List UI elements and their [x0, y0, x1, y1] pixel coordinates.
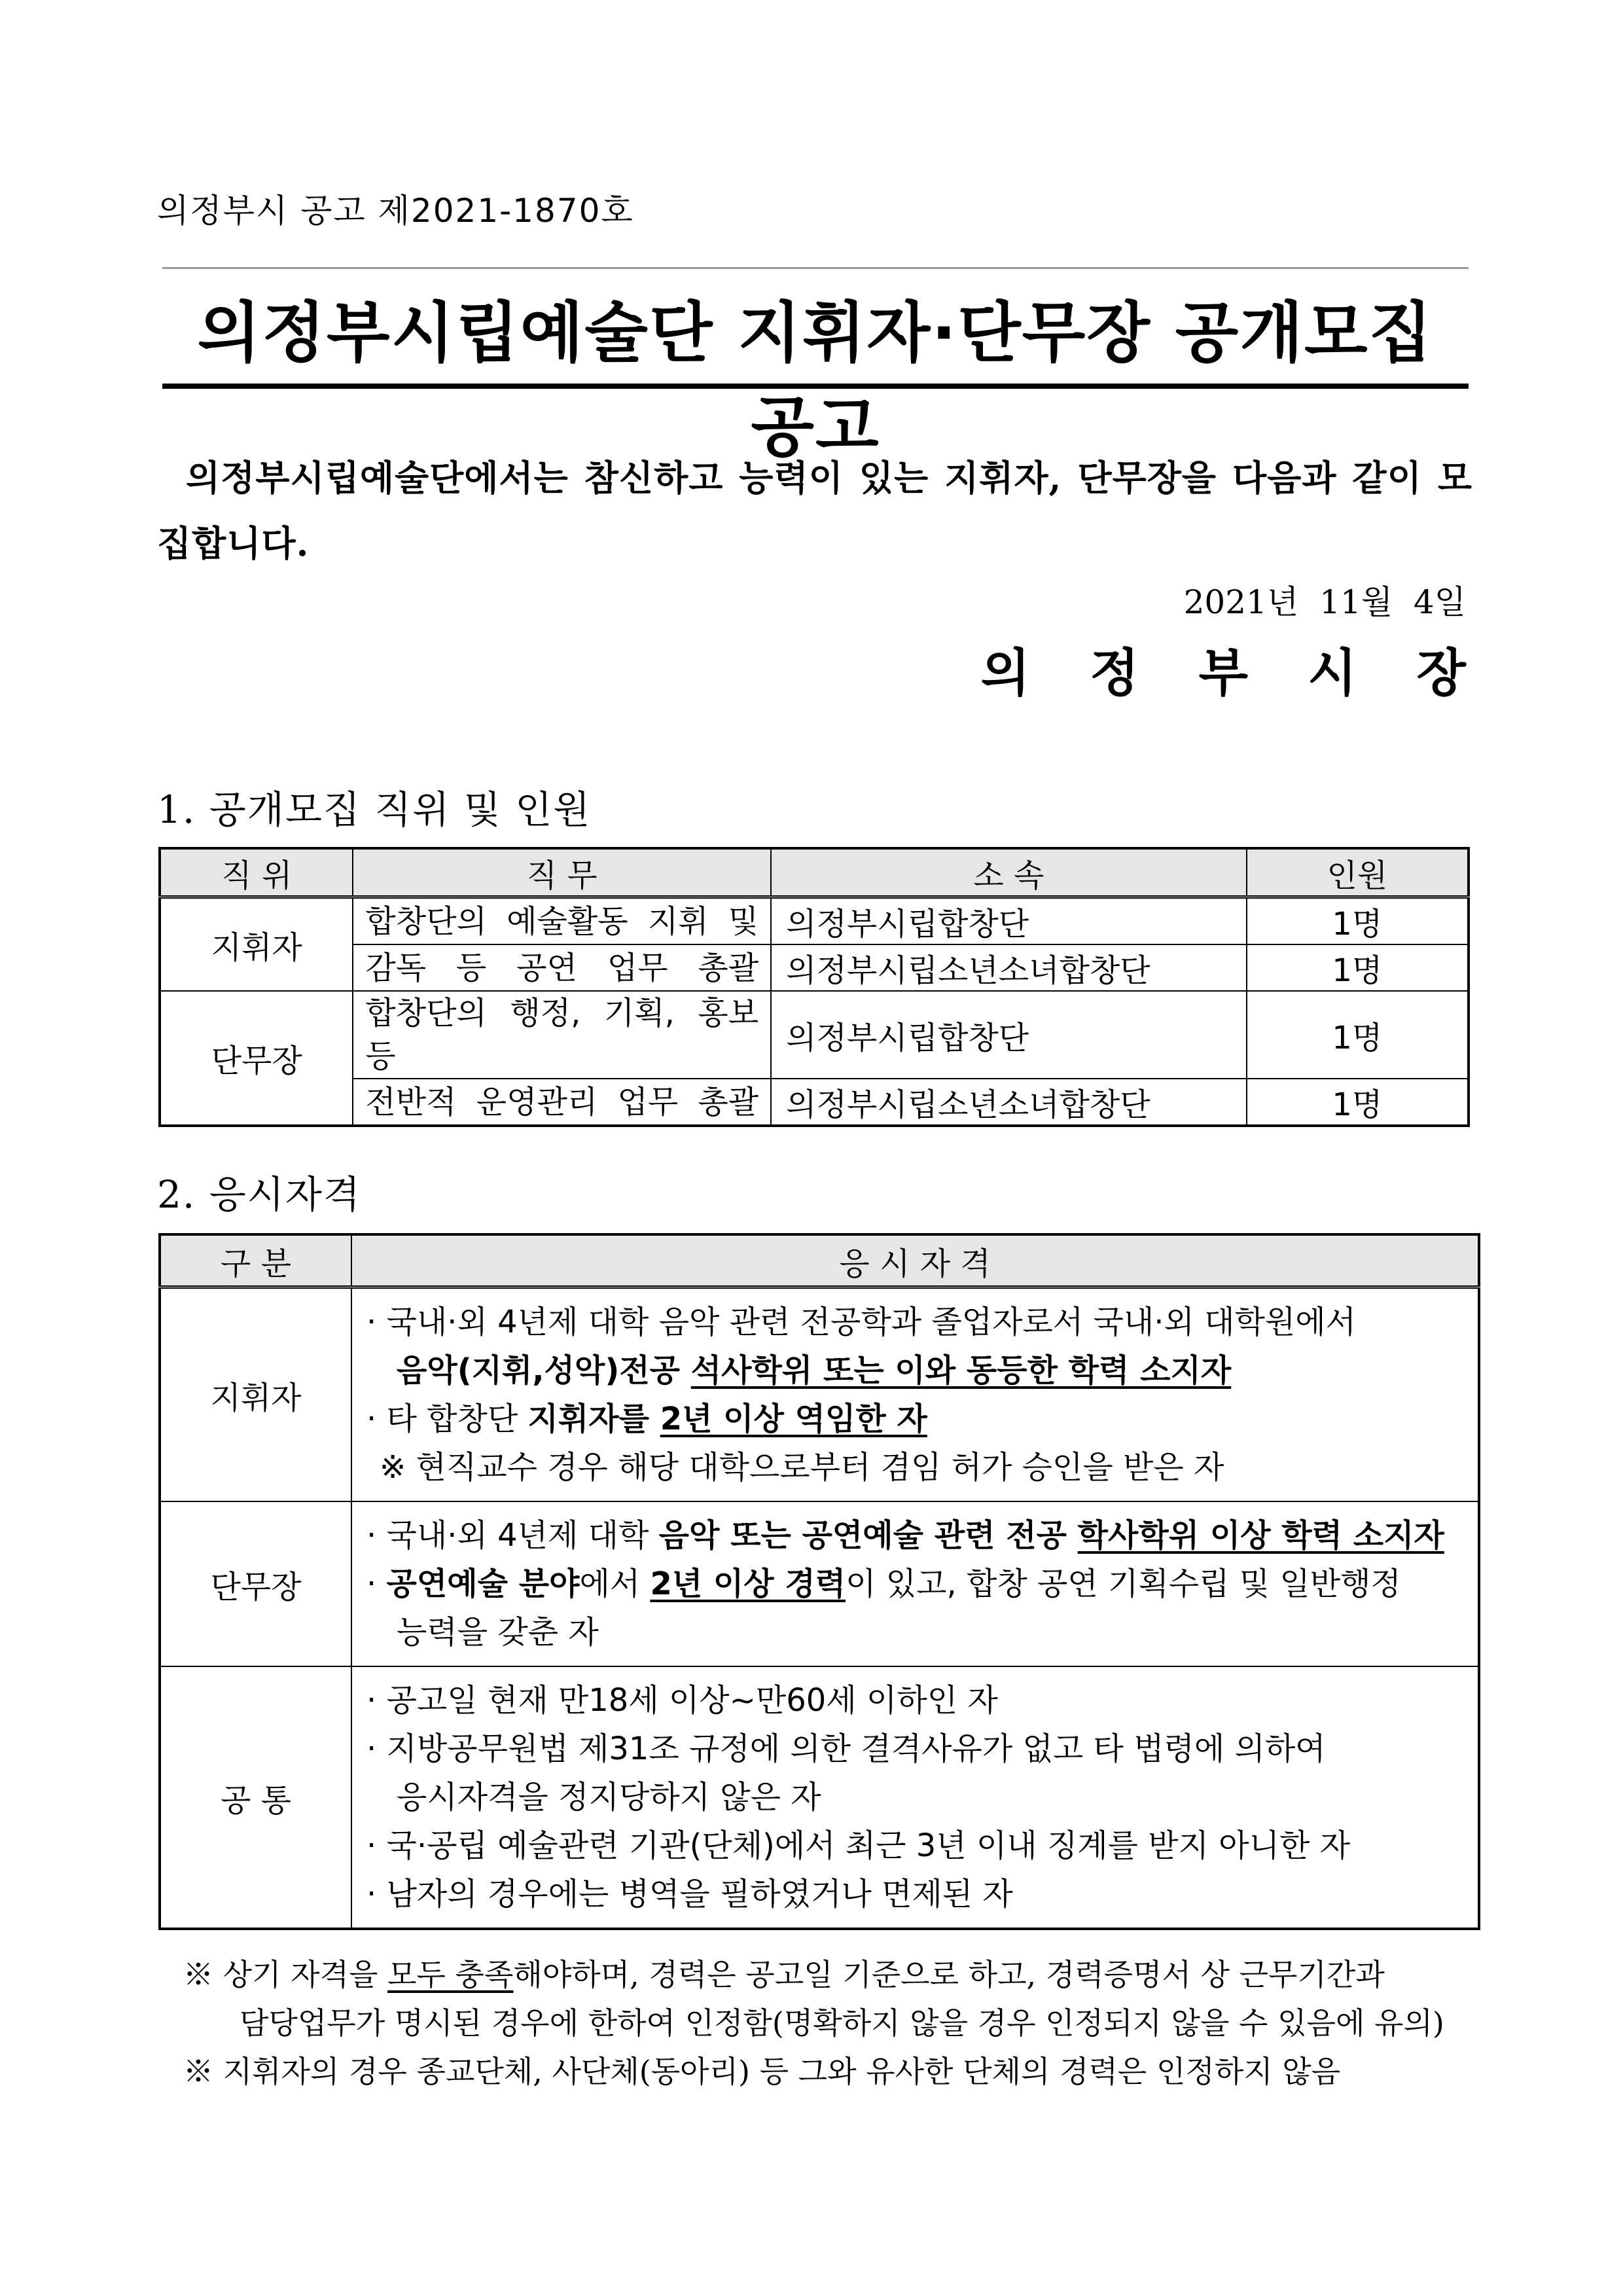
- duty-cell: 합창단의 행정, 기획, 홍보 등: [353, 991, 771, 1079]
- text-span: 에서: [579, 1566, 651, 1602]
- column-header: 직 무: [353, 848, 771, 897]
- table-row: [160, 944, 1469, 991]
- header-divider: [162, 267, 1469, 269]
- qualification-line: · 국내·외 4년제 대학 음악 관련 전공학과 졸업자로서 국내·외 대학원에서: [366, 1304, 1356, 1340]
- emphasis-span: 공연예술 분야: [386, 1566, 580, 1602]
- section2-heading: 2. 응시자격: [157, 1172, 361, 1217]
- qualification-line: [366, 1560, 1467, 1608]
- qualification-line: 응시자격을 정지당하지 않은 자: [397, 1779, 821, 1816]
- emphasis-span: 석사학위 또는 이와 동등한 학력 소지자: [690, 1352, 1232, 1389]
- qualification-cell: [351, 1501, 1479, 1666]
- emphasis-span: 학사학위 이상 학력 소지자: [1077, 1517, 1444, 1554]
- qualifications-table: [158, 1233, 1480, 1930]
- emphasis-span: 지휘자를: [527, 1401, 660, 1437]
- note-line: 담당업무가 명시된 경우에 한하여 인정함(명확하지 않을 경우 인정되지 않을 수 있음에 유의): [240, 2005, 1444, 2041]
- text-span: 이 있고, 합창 공연 기획수립 및 일반행정: [846, 1566, 1401, 1602]
- duty-cell: 전반적 운영관리 업무 총괄: [353, 1079, 771, 1126]
- org-cell: 의정부시립합창단: [771, 991, 1246, 1079]
- column-header: 구 분: [160, 1234, 351, 1287]
- table-row: [160, 1666, 1479, 1929]
- column-header: 직 위: [160, 848, 353, 897]
- section1-heading: 1. 공개모집 직위 및 인원: [157, 787, 592, 832]
- qualification-line: [366, 1511, 1467, 1560]
- org-cell: 의정부시립소년소녀합창단: [771, 1079, 1246, 1126]
- category-cell: 단무장: [160, 1501, 351, 1666]
- text-span: · 타 합창단: [366, 1401, 528, 1437]
- column-header: 소 속: [771, 848, 1246, 897]
- qualification-line: · 공고일 현재 만18세 이상~만60세 이하인 자: [366, 1682, 998, 1719]
- notice-date: 2021년 11월 4일: [1183, 583, 1466, 621]
- count-cell: 1명: [1247, 991, 1469, 1079]
- qualification-cell: [351, 1287, 1479, 1502]
- qualification-line: · 국·공립 예술관련 기관(단체)에서 최근 3년 이내 징계를 받지 아니한 자: [366, 1827, 1351, 1864]
- org-cell: 의정부시립합창단: [771, 897, 1246, 945]
- note-line: [183, 1950, 1479, 1999]
- table-row: [160, 1501, 1479, 1666]
- emphasis-span: 음악 또는 공연예술 관련 전공: [658, 1517, 1078, 1554]
- duty-cell: 합창단의 예술활동 지휘 및: [353, 897, 771, 945]
- title-divider: [162, 384, 1469, 389]
- qualification-line: · 지방공무원법 제31조 규정에 의한 결격사유가 없고 타 법령에 의하여: [366, 1731, 1326, 1767]
- positions-table: [158, 847, 1470, 1127]
- table-row: [160, 991, 1469, 1079]
- text-span: ·: [366, 1566, 387, 1602]
- column-header: 응 시 자 격: [351, 1234, 1479, 1287]
- count-cell: 1명: [1247, 944, 1469, 991]
- category-cell: 지휘자: [160, 1287, 351, 1502]
- table-header-row: [160, 1234, 1479, 1287]
- text-span: 음악(지휘,성악)전공: [397, 1352, 691, 1389]
- column-header: 인원: [1247, 848, 1469, 897]
- table-row: [160, 1287, 1479, 1502]
- page-title: 의정부시립예술단 지휘자·단무장 공개모집 공고: [197, 295, 1434, 465]
- intro-paragraph: 의정부시립예술단에서는 참신하고 능력이 있는 지휘자, 단무장을 다음과 같이 모집합니다.: [157, 457, 1472, 564]
- qualification-line: · 남자의 경우에는 병역을 필하였거나 면제된 자: [366, 1876, 1013, 1912]
- org-cell: 의정부시립소년소녀합창단: [771, 944, 1246, 991]
- issuer-name: 의 정 부 시 장: [980, 643, 1487, 703]
- count-cell: 1명: [1247, 1079, 1469, 1126]
- qualification-cell: [351, 1666, 1479, 1929]
- position-cell: 지휘자: [160, 897, 353, 992]
- category-cell: 공 통: [160, 1666, 351, 1929]
- qualification-line: 능력을 갖춘 자: [397, 1614, 599, 1651]
- qualification-line: [366, 1395, 1467, 1443]
- text-span: 해야하며, 경력은 공고일 기준으로 하고, 경력증명서 상 근무기간과: [513, 1957, 1385, 1992]
- count-cell: 1명: [1247, 897, 1469, 945]
- position-cell: 단무장: [160, 991, 353, 1126]
- emphasis-span: 2년 이상 역임한 자: [660, 1401, 927, 1437]
- note-line: ※ 지휘자의 경우 종교단체, 사단체(동아리) 등 그와 유사한 단체의 경력은 인정하지 않음: [183, 2054, 1341, 2089]
- qualification-line: [366, 1346, 1467, 1395]
- duty-cell: 감독 등 공연 업무 총괄: [353, 944, 771, 991]
- notice-number: 의정부시 공고 제2021-1870호: [157, 192, 634, 230]
- table-header-row: [160, 848, 1469, 897]
- table-row: [160, 897, 1469, 945]
- qualification-line: ※ 현직교수 경우 해당 대학으로부터 겸임 허가 승인을 받은 자: [380, 1449, 1224, 1486]
- notes: [183, 1950, 1479, 2096]
- table-row: [160, 1079, 1469, 1126]
- emphasis-span: 모두 충족: [387, 1957, 514, 1992]
- text-span: ※ 상기 자격을: [183, 1957, 388, 1992]
- emphasis-span: 2년 이상 경력: [650, 1566, 846, 1602]
- text-span: · 국내·외 4년제 대학: [366, 1517, 659, 1554]
